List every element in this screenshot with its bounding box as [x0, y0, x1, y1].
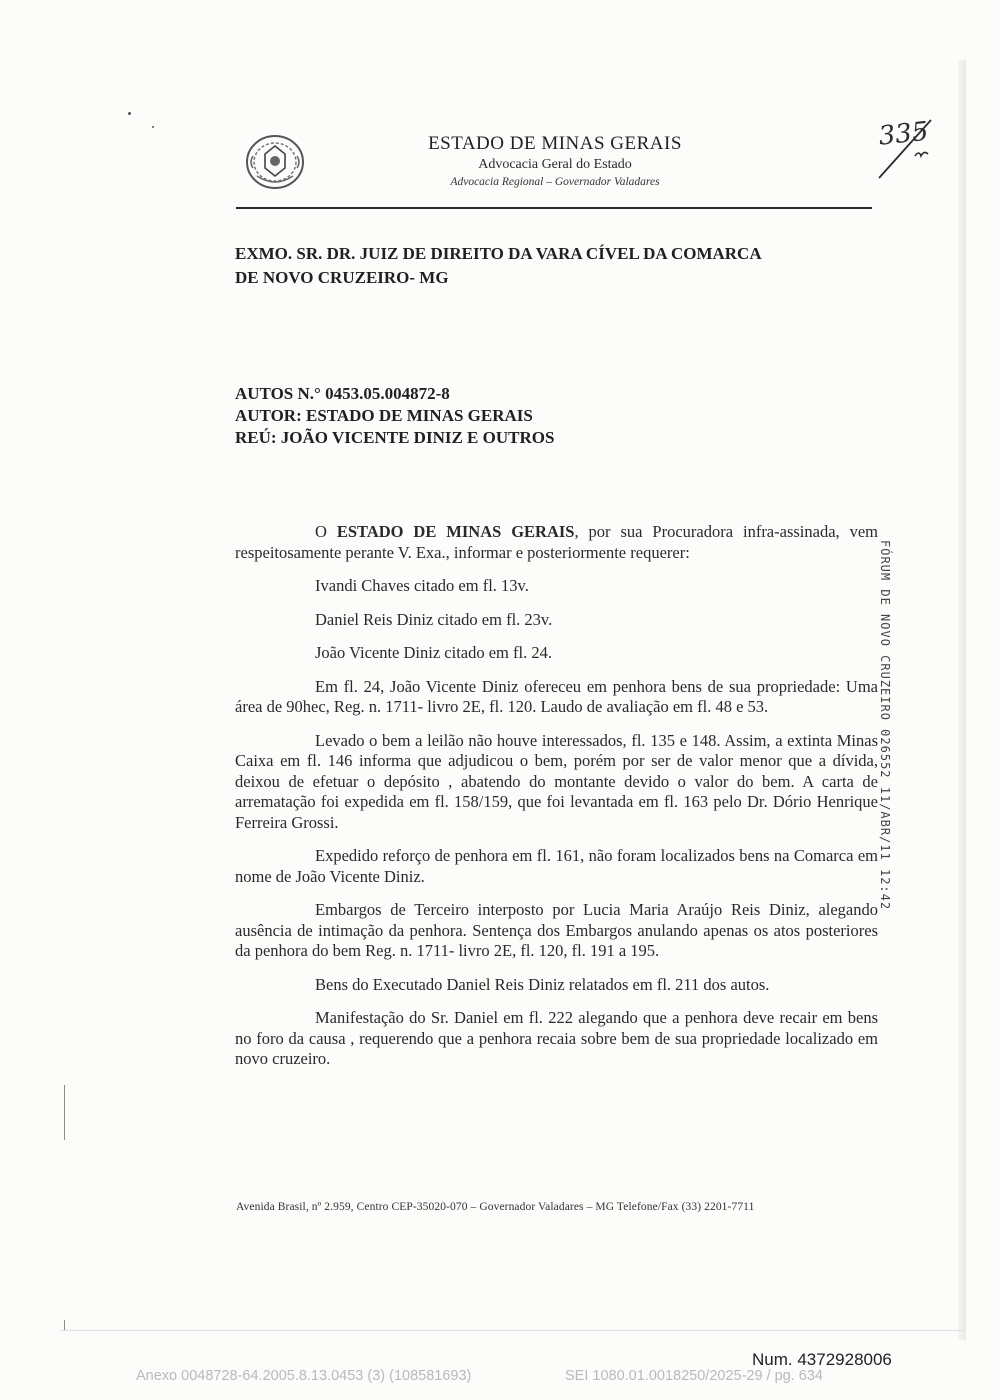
- letterhead: [380, 132, 730, 191]
- footer-address: Avenida Brasil, nº 2.959, Centro CEP-35020-070 – Governador Valadares – MG Telefone/Fax (33) 2201-7711: [236, 1201, 755, 1213]
- letterhead-agency: Advocacia Geral do Estado: [478, 157, 632, 172]
- court-receipt-stamp: [872, 540, 896, 910]
- court-receipt-stamp-text: FÓRUM DE NOVO CRUZEIRO 026552 11/ABR/11 12:42: [878, 540, 892, 911]
- letterhead-divider: [236, 207, 872, 209]
- sei-reference: SEI 1080.01.0018250/2025-29 / pg. 634: [565, 1368, 823, 1384]
- assets-paragraph: Bens do Executado Daniel Reis Diniz relatados em fl. 211 dos autos.: [315, 974, 770, 994]
- letterhead-regional-office: Advocacia Regional – Governador Valadares: [450, 176, 660, 188]
- auction-paragraph: Levado o bem a leilão não houve interessados, fl. 135 e 148. Assim, a extinta Minas Caixa em fl. 146 informa que adjudicou o bem, porém por ser de valor menor que a dívida, deixou de efetuar o depósito , abatendo do montante devido o valor do bem. A carta de arrematação foi expedida em fl. 158/159, que foi levantada em fl. 163 pelo Dr. Dório Henrique Ferreira Grossi.: [235, 730, 878, 832]
- coat-of-arms-seal-icon: [243, 132, 307, 192]
- addressee-line: EXMO. SR. DR. JUIZ DE DIREITO DA VARA CÍVEL DA COMARCA: [235, 244, 762, 263]
- case-defendant: REÚ: JOÃO VICENTE DINIZ E OUTROS: [235, 428, 555, 447]
- scan-speck: [128, 112, 131, 115]
- intro-text: O: [315, 522, 337, 541]
- case-number: AUTOS N.° 0453.05.004872-8: [235, 384, 450, 403]
- scan-bottom-line: [60, 1330, 965, 1331]
- scan-edge: [958, 60, 966, 1340]
- svg-text:335: 335: [877, 116, 930, 152]
- document-num: Num. 4372928006: [752, 1350, 892, 1369]
- intro-party: ESTADO DE MINAS GERAIS: [336, 522, 575, 541]
- scan-speck: [152, 126, 154, 128]
- embargos-paragraph: Embargos de Terceiro interposto por Lucia Maria Araújo Reis Diniz, alegando ausência de intimação da penhora. Sentença dos Embargos anulando apenas os atos posteriores da penhora do bem Reg. n. 1711- livro 2E, fl. 120, fl. 191 a 195.: [235, 900, 878, 960]
- case-plaintiff: AUTOR: ESTADO DE MINAS GERAIS: [235, 406, 533, 425]
- scan-margin-mark: [64, 1085, 65, 1140]
- offer-paragraph: Em fl. 24, João Vicente Diniz ofereceu em penhora bens de sua propriedade: Uma área de 90hec, Reg. n. 1711- livro 2E, fl. 120. Laudo de avaliação em fl. 48 e 53.: [235, 676, 878, 716]
- citation-item: João Vicente Diniz citado em fl. 24.: [315, 643, 552, 662]
- citation-item: Daniel Reis Diniz citado em fl. 23v.: [315, 609, 553, 629]
- reinforcement-paragraph: Expedido reforço de penhora em fl. 161, não foram localizados bens na Comarca em nome de João Vicente Diniz.: [235, 846, 878, 886]
- addressee-heading: [235, 242, 885, 290]
- handwritten-page-number: [875, 112, 945, 182]
- citation-item: Ivandi Chaves citado em fl. 13v.: [315, 576, 529, 595]
- annex-reference: Anexo 0048728-64.2005.8.13.0453 (3) (108581693): [136, 1368, 472, 1384]
- scan-margin-mark: [64, 1320, 65, 1330]
- petition-body: [235, 522, 878, 1083]
- letterhead-state: ESTADO DE MINAS GERAIS: [428, 133, 682, 154]
- manifest-paragraph: Manifestação do Sr. Daniel em fl. 222 alegando que a penhora deve recair em bens no foro da causa , requerendo que a penhora recaia sobre bem de sua propriedade localizado em novo cruzeiro.: [235, 1008, 878, 1068]
- case-identification: [235, 383, 735, 449]
- addressee-line: DE NOVO CRUZEIRO- MG: [235, 268, 449, 287]
- intro-paragraph: [235, 522, 878, 563]
- intro-text: , por sua Procuradora infra-assinada, vem respeitosamente perante V. Exa., informar e posteriormente requerer:: [235, 522, 878, 562]
